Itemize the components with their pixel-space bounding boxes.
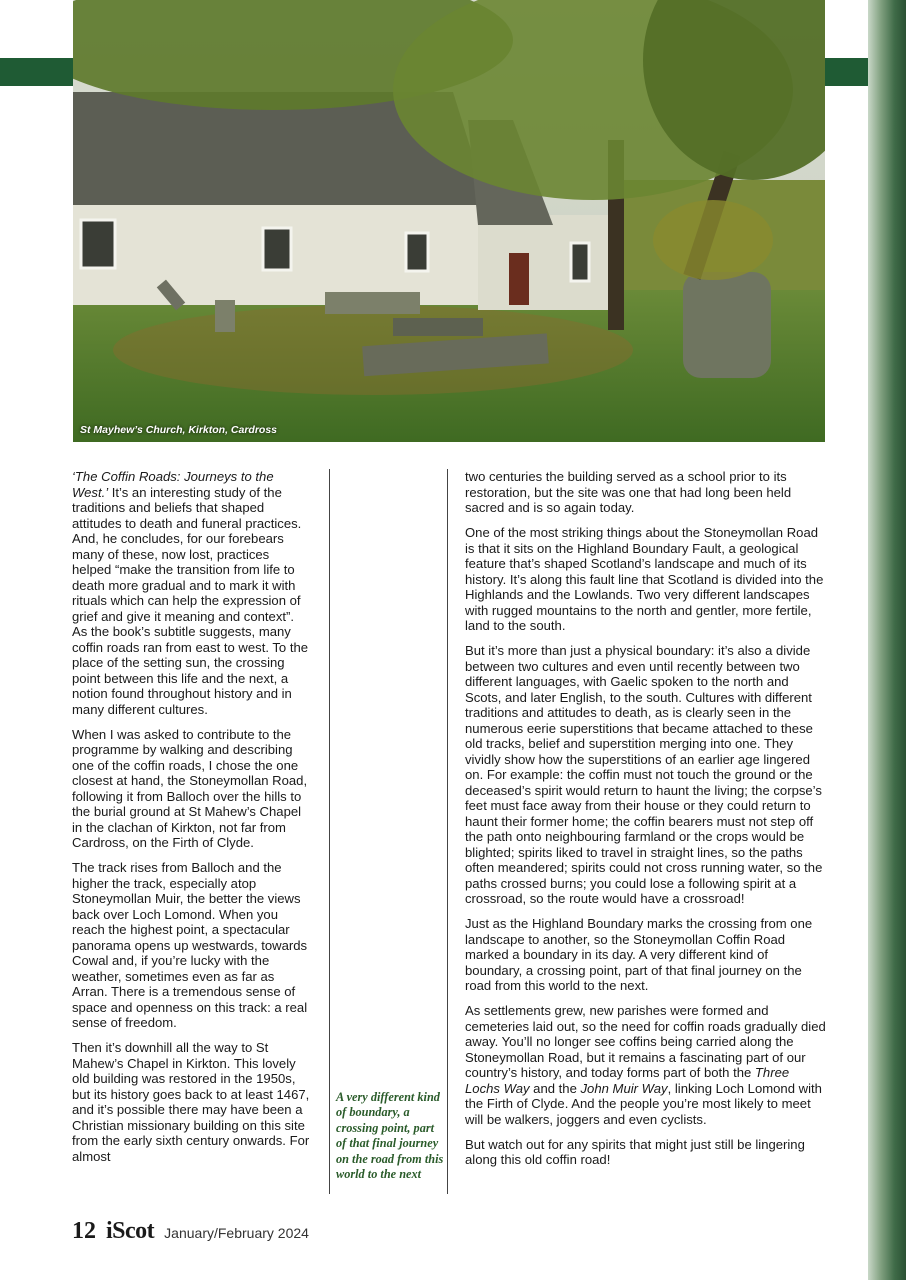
brand-logo: iScot (106, 1218, 155, 1244)
paragraph: As settlements grew, new parishes were formed and cemeteries laid out, so the need for coffin roads gradually died away. You’ll no longer see coffins being carried along the Stoneymollan Road, but it remains a fascinating part of our country’s history, and today forms part of both the Three Lochs Way and the John Muir Way, linking Loch Lomond with the Firth of Clyde. And the people you’re most likely to meet will be walkers, joggers and even cyclists. (465, 1003, 826, 1127)
paragraph: When I was asked to contribute to the programme by walking and describing one of the coffin roads, I chose the one closest at hand, the Stoneymollan Road, following it from Balloch over the hills to the burial ground at St Mahew’s Chapel in the clachan of Kirkton, not far from Cardross, on the Firth of Clyde. (72, 726, 308, 850)
paragraph: The track rises from Balloch and the higher the track, especially atop Stoneymollan Muir, the better the views back over Loch Lomond. When you reach the highest point, a spectacular panorama opens up westwards, towards Cowal and, if you’re lucky with the weather, sometimes even as far as Arran. There is a tremendous sense of space and openness on this track: a real sense of freedom. (72, 860, 308, 1030)
john-muir-way: John Muir Way (580, 1080, 668, 1096)
paragraph: Then it’s downhill all the way to St Mahew’s Chapel in Kirkton. This lovely old building was restored in the 1950s, but its history goes back to at least 1467, and it’s possible there may have been a Christian missionary building on this site from the early sixth century onwards. For almost (72, 1040, 310, 1164)
pull-quote: A very different kind of boundary, a crossing point, part of that final journey on the road from this world to the next (336, 1090, 444, 1182)
paragraph: Just as the Highland Boundary marks the crossing from one landscape to another, so the Stoneymollan Coffin Road marked a boundary in its day. A very different kind of boundary, a crossing point, part of that final journey on the road from this world to the next. (465, 916, 813, 993)
paragraph: two centuries the building served as a school prior to its restoration, but the site was one that had long been held sacred and is so again today. (465, 469, 792, 515)
header-band-left (0, 58, 73, 86)
church-photo (73, 0, 825, 442)
column-divider-right (447, 469, 448, 1194)
book-title: ‘The Coffin Roads: Journeys to the West.’ (72, 469, 274, 500)
three-lochs-way: Three Lochs Way (465, 1065, 790, 1096)
photo-caption: St Mayhew’s Church, Kirkton, Cardross (80, 424, 278, 436)
paragraph: But watch out for any spirits that might just still be lingering along this old coffin road! (465, 1136, 805, 1167)
page-edge-gradient (868, 0, 906, 1280)
paragraph: One of the most striking things about the Stoneymollan Road is that it sits on the Highland Boundary Fault, a geological feature that’s shaped Scotland’s landscape and much of its history. It’s along this fault line that Scotland is divided into the Highlands and the Lowlands. Two very different landscapes with rugged mountains to the north and gentler, more fertile, land to the south. (465, 525, 824, 633)
page-number: 12 (72, 1218, 96, 1244)
article-column-3 (465, 469, 827, 1177)
page-footer (72, 1218, 309, 1245)
paragraph: ‘The Coffin Roads: Journeys to the West.’ It’s an interesting study of the traditions and beliefs that shaped attitudes to death and funeral practices. And, he concludes, for our forebears many of these, now lost, practices helped “make the transition from life to death more gradual and to mark it with rituals which can help the expression of grief and give it meaning and context”. As the book’s subtitle suggests, many coffin roads ran from east to west. To the place of the setting sun, the crossing point between this life and the next, a notion found throughout history and in many different cultures. (72, 469, 309, 717)
column-divider-left (329, 469, 330, 1194)
issue-date: January/February 2024 (164, 1225, 309, 1241)
paragraph: But it’s more than just a physical boundary: it’s also a divide between two cultures and even until recently between two different languages, with Gaelic spoken to the north and Scots, and later English, to the south. Cultures with different traditions and attitudes to death, as is clearly seen in the numerous eerie superstitions that became attached to these old tracks, belief and superstition merging into one. They vividly show how the superstitions of an earlier age lingered on. For example: the coffin must not touch the ground or the deceased’s spirit would return to haunt the living; the corpse’s feet must face away from their house or they could return to haunt their former home; the coffin bearers must not step off the path onto neighbouring farmland or the crops would be blighted; spirits liked to travel in straight lines, so the paths often meandered; spirits could not cross running water, so the paths crossed burns; you could lose a following spirit at a crossroad, so the route would have a crossroad! (465, 643, 823, 906)
header-band-right (825, 58, 868, 86)
article-column-1 (72, 469, 312, 1174)
